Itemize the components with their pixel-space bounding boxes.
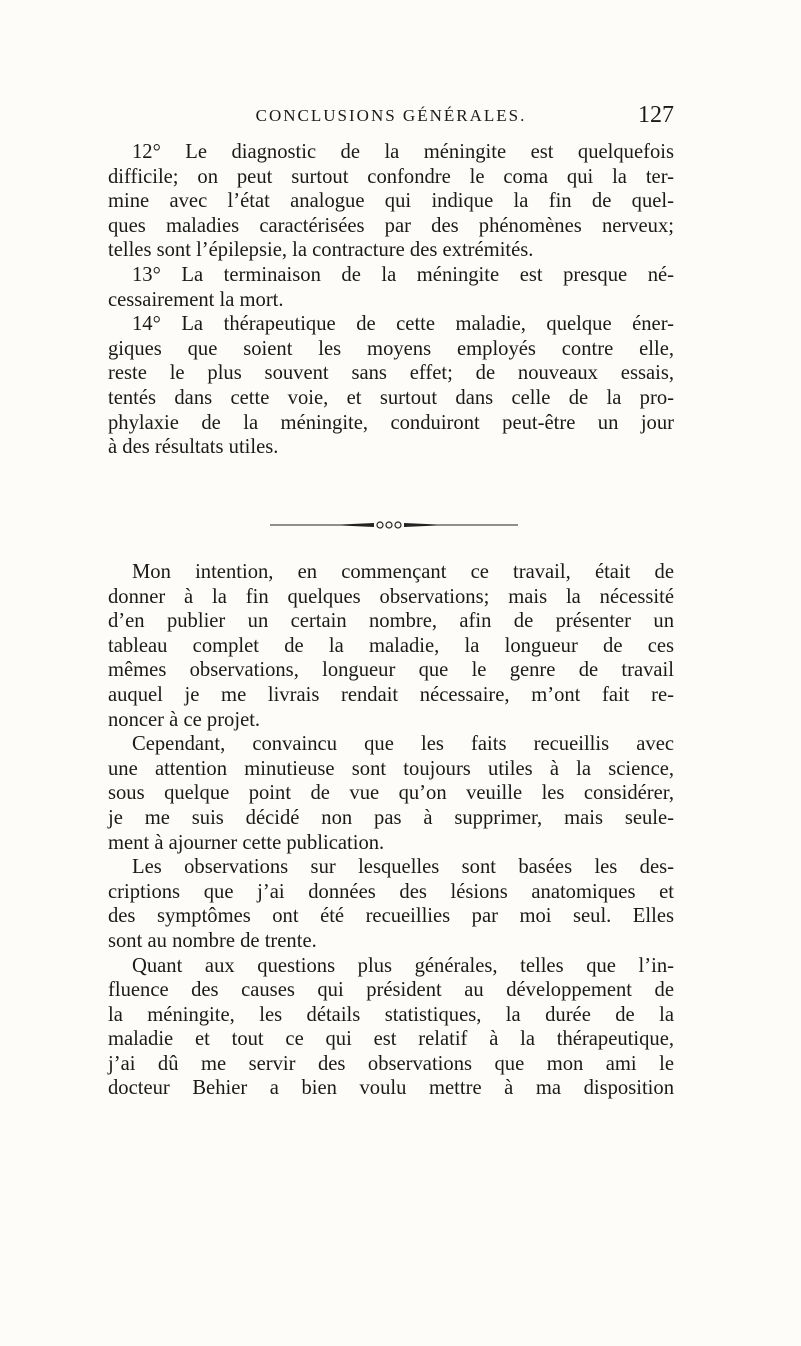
text-line: criptions que j’ai données des lésions anatomiques et [108, 880, 674, 903]
text-line: je me suis décidé non pas à supprimer, mais seule- [108, 806, 674, 829]
text-line: mine avec l’état analogue qui indique la fin de quel- [108, 190, 674, 213]
text-line: j’ai dû me servir des observations que mon ami le [108, 1052, 674, 1075]
text-line: d’en publier un certain nombre, afin de présenter un [108, 610, 674, 633]
text-line: auquel je me livrais rendait nécessaire, m’ont fait re- [108, 683, 674, 706]
text-line: Quant aux questions plus générales, telles que l’in- [132, 954, 674, 977]
text-line: cessairement la mort. [108, 288, 284, 311]
text-line: docteur Behier a bien voulu mettre à ma disposition [108, 1077, 674, 1100]
text-line: tableau complet de la maladie, la longueur de ces [108, 634, 674, 657]
text-line: Cependant, convaincu que les faits recueillis avec [132, 733, 674, 756]
text-line: sont au nombre de trente. [108, 929, 317, 952]
text-line: ment à ajourner cette publication. [108, 831, 385, 854]
text-line: mêmes observations, longueur que le genre de travail [108, 659, 674, 682]
text-line: fluence des causes qui président au développement de [108, 979, 674, 1002]
text-line: des symptômes ont été recueillies par moi seul. Elles [108, 905, 674, 928]
ornamental-divider [270, 520, 518, 530]
text-line: maladie et tout ce qui est relatif à la thérapeutique, [108, 1028, 674, 1051]
text-line: noncer à ce projet. [108, 708, 261, 731]
text-line: 14° La thérapeutique de cette maladie, quelque éner- [132, 313, 674, 336]
final-remarks-paragraphs [108, 560, 674, 1101]
text-line: ques maladies caractérisées par des phénomènes nerveux; [108, 214, 674, 237]
text-line: Les observations sur lesquelles sont basées les des- [132, 856, 674, 879]
text-line: à des résultats utiles. [108, 436, 279, 459]
page-number: 127 [638, 102, 674, 128]
text-line: une attention minutieuse sont toujours utiles à la science, [108, 757, 674, 780]
text-line: donner à la fin quelques observations; mais la nécessité [108, 585, 674, 608]
text-line: sous quelque point de vue qu’on veuille les considérer, [108, 782, 674, 805]
page-header [108, 98, 674, 136]
text-line: reste le plus souvent sans effet; de nouveaux essais, [108, 362, 674, 385]
text-line: tentés dans cette voie, et surtout dans celle de la pro- [108, 386, 674, 409]
text-line: 12° Le diagnostic de la méningite est quelquefois [132, 141, 674, 163]
text-line: Mon intention, en commençant ce travail, était de [132, 561, 674, 583]
text-line: phylaxie de la méningite, conduiront peut-être un jour [108, 411, 674, 434]
running-title: CONCLUSIONS GÉNÉRALES. [255, 106, 527, 125]
text-line: difficile; on peut surtout confondre le coma qui la ter- [108, 165, 674, 188]
text-line: 13° La terminaison de la méningite est presque né- [132, 263, 674, 286]
text-line: telles sont l’épilepsie, la contracture des extrémités. [108, 239, 534, 262]
conclusions-paragraphs [108, 140, 674, 460]
text-line: la méningite, les détails statistiques, la durée de la [108, 1003, 674, 1026]
text-line: giques que soient les moyens employés contre elle, [108, 337, 674, 360]
